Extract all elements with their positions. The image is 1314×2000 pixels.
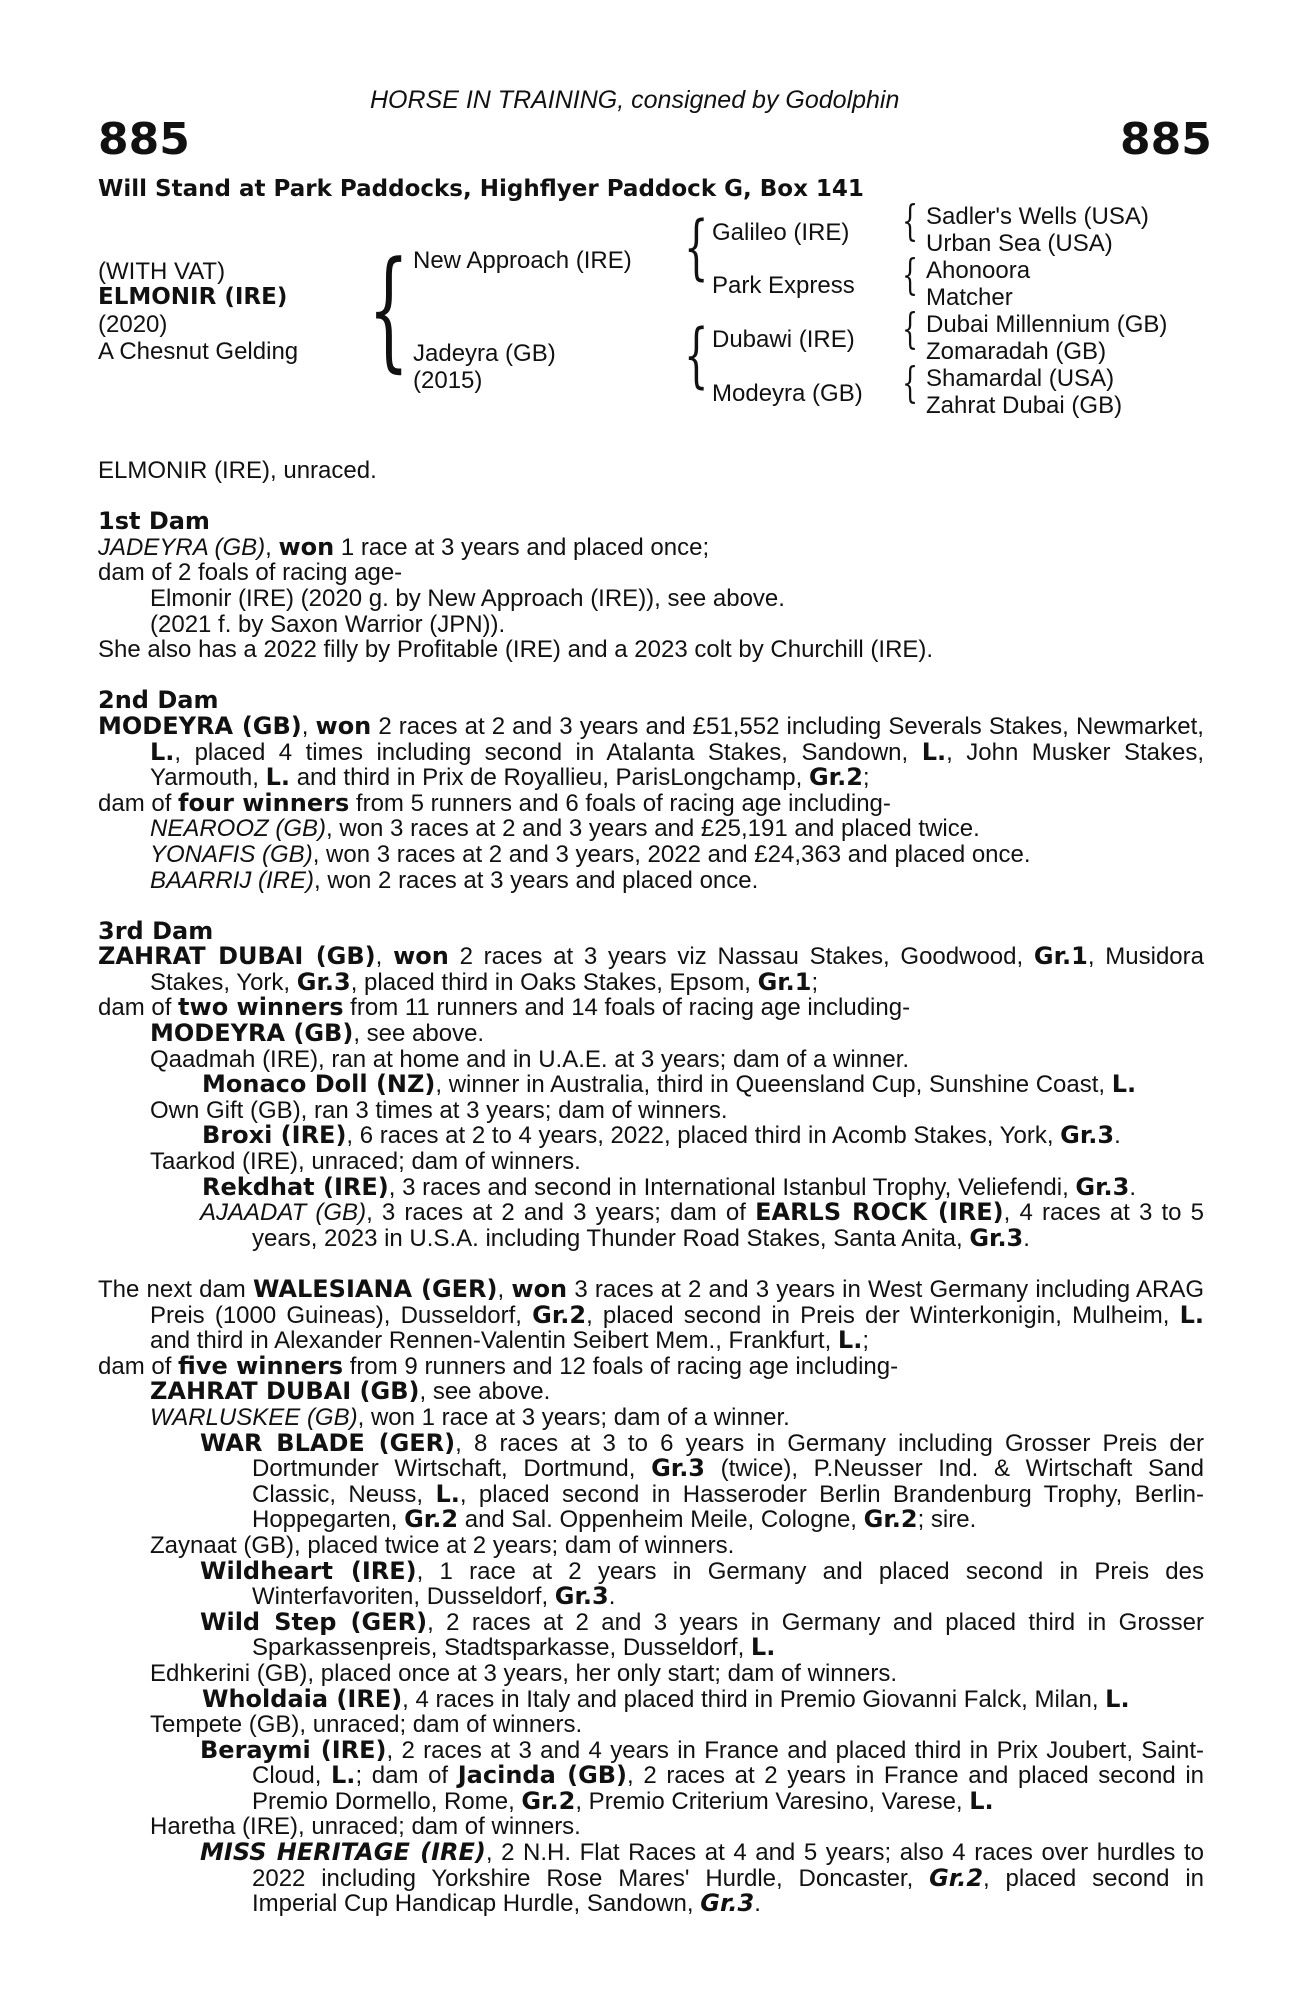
text-run: dam of 2 foals of racing age- (98, 559, 403, 587)
text-run: Own Gift (GB), ran 3 times at 3 years; dam of winners. (150, 1096, 728, 1124)
italic-text: JADEYRA (GB) (98, 533, 266, 561)
text-run: , (497, 1276, 512, 1303)
pedigree-brace-gen3-2: { (902, 250, 919, 299)
text-run: , Musidora Stakes, York, (150, 943, 1204, 996)
catalogue-paragraph (98, 1047, 1204, 1073)
bold-text: Gr.1 (1033, 942, 1088, 971)
pedigree-dam-sire: Dubawi (IRE) (712, 326, 855, 353)
text-run: , 3 races at 2 and 3 years; dam of (366, 1199, 756, 1227)
horse-year: (2020) (98, 311, 168, 338)
catalogue-paragraph (98, 1428, 1205, 1534)
pedigree-gen3-4: Matcher (926, 284, 1013, 311)
text-run: . (1129, 1173, 1137, 1201)
pedigree-gen3-8: Zahrat Dubai (GB) (926, 392, 1123, 419)
pedigree-gen3-3: Ahonoora (926, 257, 1031, 284)
bold-text: ZAHRAT DUBAI (GB) (150, 1377, 420, 1406)
bold-text: won (511, 1275, 568, 1303)
text-run: She also has a 2022 filly by Profitable (IRE) and a 2023 colt by Churchill (IRE). (98, 636, 934, 664)
pedigree-sire-dam: Park Express (712, 272, 855, 299)
text-run: and third in Prix de Royallieu, ParisLongchamp, (290, 764, 809, 792)
pedigree-sire-sire: Galileo (IRE) (712, 219, 850, 246)
text-run: , see above. (419, 1378, 551, 1406)
catalogue-paragraph (98, 1123, 1204, 1149)
bold-text: Gr.3 (969, 1223, 1024, 1252)
bold-text: L. (969, 1786, 994, 1815)
catalogue-paragraph (98, 816, 1204, 842)
pedigree-gen3-5: Dubai Millennium (GB) (926, 311, 1168, 338)
text-run: ; (862, 1327, 870, 1355)
bold-text: two winners (178, 993, 344, 1022)
text-run: , see above. (353, 1020, 485, 1048)
pedigree-dam-dam: Modeyra (GB) (712, 380, 863, 407)
bold-text: L. (1111, 1070, 1137, 1099)
bold-text: Gr.2 (532, 1300, 587, 1329)
text-run: , (375, 943, 394, 971)
italic-text: WARLUSKEE (GB) (150, 1403, 358, 1431)
bold-text: Gr.3 (1075, 1172, 1130, 1201)
paragraph-spacer (98, 893, 1204, 919)
text-run: , 2 races at 2 years in France and placed second in Premio Dormello, Rome, (252, 1762, 1205, 1815)
text-run: , won 3 races at 2 and 3 years, 2022 and £24,363 and placed once. (312, 840, 1031, 868)
catalogue-paragraph (98, 1172, 1204, 1201)
catalogue-paragraph (98, 842, 1204, 868)
catalogue-paragraph (98, 1712, 1204, 1738)
catalogue-paragraph (98, 612, 1204, 638)
bold-text: won (315, 711, 372, 740)
text-run: Qaadmah (IRE), ran at home and in U.A.E. at 3 years; dam of a winner. (150, 1045, 910, 1073)
bold-text: Gr.2 (521, 1786, 576, 1815)
text-run: , 1 race at 2 years in Germany and placed second in Preis des Winterfavoriten, Dusseldorf, (252, 1557, 1204, 1611)
text-run: 2nd Dam (98, 686, 219, 715)
pedigree-gen3-6: Zomaradah (GB) (926, 338, 1107, 365)
catalogue-paragraph (98, 1351, 1204, 1380)
bold-text: Gr.2 (808, 763, 863, 792)
catalogue-paragraph (98, 458, 1204, 484)
catalogue-paragraph (98, 1072, 1204, 1098)
bold-italic-text: Gr.2 (929, 1863, 984, 1892)
bold-italic-text: Gr.3 (700, 1889, 755, 1918)
bold-text: Jacinda (GB) (457, 1761, 628, 1790)
pedigree-brace-main: { (368, 233, 410, 385)
text-run: , placed second in Preis der Winterkonigin, Mulheim, (586, 1301, 1180, 1329)
text-run: 2 races at 2 and 3 years and £51,552 including Severals Stakes, Newmarket, (371, 712, 1204, 740)
bold-text: L. (265, 763, 291, 792)
text-run: and third in Alexander Rennen-Valentin Seibert Mem., Frankfurt, (150, 1327, 838, 1355)
bold-text: L. (1179, 1300, 1205, 1329)
text-run: from 9 runners and 12 foals of racing age including- (343, 1352, 899, 1380)
pedigree-brace-gen3-1: { (902, 196, 919, 245)
text-run: ; (811, 968, 819, 996)
text-run: , placed third in Oaks Stakes, Epsom, (350, 968, 758, 996)
bold-italic-text: MISS HERITAGE (IRE) (200, 1838, 486, 1867)
text-run: from 11 runners and 14 foals of racing age including- (343, 994, 911, 1022)
catalogue-paragraph (98, 944, 1204, 995)
bold-text: L. (435, 1479, 460, 1508)
text-run: 3rd Dam (98, 916, 214, 945)
catalogue-paragraph (98, 637, 1204, 663)
text-run: , 4 races in Italy and placed third in Premio Giovanni Falck, Milan, (402, 1685, 1106, 1713)
pedigree-gen3-2: Urban Sea (USA) (926, 230, 1113, 257)
bold-text: Gr.3 (554, 1582, 609, 1611)
text-run: , won 1 race at 3 years; dam of a winner. (357, 1403, 790, 1431)
pedigree-brace-gen3-3: { (902, 304, 919, 353)
text-run: ; (862, 764, 870, 792)
pedigree-brace-dam: { (684, 314, 709, 396)
paragraph-spacer (98, 1251, 1204, 1277)
bold-text: four winners (178, 788, 350, 817)
bold-text: Rekdhat (IRE) (202, 1172, 389, 1201)
text-run: dam of (98, 1352, 179, 1380)
text-run: . (1114, 1122, 1121, 1150)
bold-text: Gr.3 (1060, 1121, 1115, 1150)
bold-text: L. (1105, 1684, 1130, 1713)
text-run: ELMONIR (IRE), unraced. (98, 457, 377, 484)
text-run: 2 races at 3 years viz Nassau Stakes, Goodwood, (448, 943, 1034, 971)
bold-text: won (393, 942, 449, 971)
text-run: The next dam (98, 1276, 253, 1303)
bold-text: ZAHRAT DUBAI (GB) (98, 942, 376, 971)
text-run: Tempete (GB), unraced; dam of winners. (150, 1711, 583, 1739)
text-run: , 2 races at 3 and 4 years in France and placed third in Prix Joubert, Saint-Cloud, (252, 1736, 1204, 1790)
text-run: , 8 races at 3 to 6 years in Germany including Grosser Preis der Dortmunder Wirtschaft, Dortmund, (252, 1429, 1205, 1483)
bold-text: Gr.2 (863, 1505, 918, 1534)
catalogue-paragraph (98, 1814, 1204, 1840)
text-run: 3 races at 2 and 3 years in West Germany including ARAG Preis (1000 Guineas), Dusseldorf, (150, 1276, 1204, 1329)
italic-text: AJAADAT (GB) (200, 1199, 367, 1227)
text-run: Taarkod (IRE), unraced; dam of winners. (150, 1148, 581, 1176)
consignment-line: HORSE IN TRAINING, consigned by Godolphin (370, 86, 900, 114)
text-run: ; sire. (917, 1506, 977, 1534)
catalogue-paragraph (98, 711, 1204, 792)
catalogue-paragraph (98, 1533, 1204, 1559)
text-run: , won 2 races at 3 years and placed once. (314, 866, 759, 894)
bold-text: won (278, 532, 335, 561)
text-run: and Sal. Oppenheim Meile, Cologne, (458, 1506, 864, 1534)
bold-text: Gr.3 (651, 1454, 706, 1483)
horse-description: A Chesnut Gelding (98, 338, 299, 365)
text-run: , 6 races at 2 to 4 years, 2022, placed third in Acomb Stakes, York, (346, 1122, 1061, 1150)
text-run: from 5 runners and 6 foals of racing age including- (349, 789, 891, 817)
vat-note: (WITH VAT) (98, 258, 226, 285)
bold-text: EARLS ROCK (IRE) (755, 1198, 1004, 1227)
catalogue-paragraph (98, 1200, 1204, 1251)
bold-text: L. (837, 1326, 863, 1355)
section-heading (98, 688, 1204, 714)
bold-text: L. (150, 737, 175, 766)
italic-text: BAARRIJ (IRE) (150, 866, 315, 894)
text-run: Elmonir (IRE) (2020 g. by New Approach (IRE)), see above. (150, 584, 785, 612)
lot-number-left: 885 (98, 114, 190, 165)
section-heading (98, 916, 1204, 945)
catalogue-paragraph (98, 560, 1204, 586)
bold-text: Gr.3 (296, 967, 351, 996)
text-run: , (265, 533, 279, 561)
text-run: dam of (98, 994, 179, 1022)
text-run: ; dam of (355, 1762, 458, 1790)
bold-text: MODEYRA (GB) (150, 1019, 354, 1048)
catalogue-paragraph (98, 1661, 1204, 1687)
catalogue-paragraph (98, 1405, 1204, 1431)
italic-text: NEAROOZ (GB) (150, 815, 327, 843)
text-run: , 3 races and second in International Istanbul Trophy, Veliefendi, (388, 1173, 1076, 1201)
catalogue-paragraph (98, 1556, 1204, 1611)
catalogue-paragraph (98, 586, 1204, 612)
text-run: , John Musker Stakes, Yarmouth, (150, 738, 1204, 792)
bold-text: L. (750, 1633, 776, 1662)
bold-text: Broxi (IRE) (202, 1121, 347, 1150)
bold-text: Gr.2 (404, 1505, 459, 1534)
text-run: dam of (98, 789, 179, 817)
text-run: Haretha (IRE), unraced; dam of winners. (150, 1813, 581, 1841)
text-run: 1 race at 3 years and placed once; (334, 533, 710, 561)
bold-text: Gr.1 (757, 967, 812, 996)
pedigree-dam-year: (2015) (413, 367, 483, 394)
catalogue-paragraph (98, 868, 1204, 894)
catalogue-body (98, 458, 1204, 1917)
pedigree-sire: New Approach (IRE) (413, 247, 632, 274)
bold-text: Monaco Doll (NZ) (202, 1070, 436, 1099)
bold-text: L. (921, 737, 947, 766)
text-run: , (301, 712, 316, 740)
bold-text: WAR BLADE (GER) (200, 1428, 456, 1457)
bold-text: Wild Step (GER) (200, 1607, 428, 1636)
pedigree-gen3-1: Sadler's Wells (USA) (926, 203, 1149, 230)
catalogue-paragraph (98, 1149, 1204, 1175)
catalogue-paragraph (98, 1735, 1205, 1815)
text-run: . (608, 1583, 616, 1611)
text-run: (twice), P.Neusser Ind. & Wirtschaft Sand Classic, Neuss, (252, 1455, 1204, 1508)
bold-text: Wildheart (IRE) (200, 1556, 417, 1585)
catalogue-paragraph (98, 1098, 1204, 1124)
text-run: , 2 races at 2 and 3 years in Germany and placed third in Grosser Sparkassenpreis, Stadtsparkasse, Dusseldorf, (252, 1608, 1204, 1662)
italic-text: YONAFIS (GB) (150, 840, 313, 868)
horse-name: ELMONIR (IRE) (98, 284, 288, 310)
bold-text: WALESIANA (GER) (253, 1275, 498, 1303)
text-run: Edhkerini (GB), placed once at 3 years, her only start; dam of winners. (150, 1659, 898, 1687)
text-run: . (754, 1890, 761, 1918)
text-run: , placed second in Imperial Cup Handicap Hurdle, Sandown, (252, 1864, 1204, 1918)
catalogue-paragraph (98, 1684, 1204, 1713)
text-run: , placed 4 times including second in Atalanta Stakes, Sandown, (174, 738, 922, 766)
text-run: (2021 f. by Saxon Warrior (JPN)). (150, 610, 506, 638)
bold-text: L. (331, 1761, 356, 1790)
catalogue-paragraph (98, 532, 1204, 561)
pedigree-gen3-7: Shamardal (USA) (926, 365, 1115, 392)
catalogue-paragraph (98, 1607, 1204, 1662)
section-heading (98, 509, 1204, 535)
text-run: , 4 races at 3 to 5 years, 2023 in U.S.A. including Thunder Road Stakes, Santa Anita, (252, 1199, 1204, 1252)
text-run: , Premio Criterium Varesino, Varese, (575, 1787, 970, 1815)
catalogue-paragraph (98, 1379, 1204, 1405)
paragraph-spacer (98, 484, 1204, 510)
text-run: , won 3 races at 2 and 3 years and £25,191 and placed twice. (326, 815, 980, 843)
catalogue-paragraph (98, 995, 1204, 1021)
text-run: Zaynaat (GB), placed twice at 2 years; dam of winners. (150, 1531, 735, 1559)
text-run: . (1023, 1224, 1030, 1252)
text-run: 1st Dam (98, 507, 210, 536)
text-run: , winner in Australia, third in Queensland Cup, Sunshine Coast, (435, 1071, 1112, 1099)
bold-text: Beraymi (IRE) (200, 1735, 387, 1764)
text-run: , placed second in Hasseroder Berlin Brandenburg Trophy, Berlin-Hoppegarten, (252, 1480, 1204, 1534)
bold-text: MODEYRA (GB) (98, 711, 302, 740)
stabling-location: Will Stand at Park Paddocks, Highflyer Paddock G, Box 141 (98, 176, 864, 202)
bold-text: Wholdaia (IRE) (202, 1684, 403, 1713)
catalogue-paragraph (98, 1277, 1204, 1354)
catalogue-paragraph (98, 788, 1204, 817)
catalogue-paragraph (98, 1840, 1204, 1917)
pedigree-brace-gen3-4: { (902, 358, 919, 407)
bold-text: five winners (178, 1351, 344, 1380)
text-run: , 2 N.H. Flat Races at 4 and 5 years; also 4 races over hurdles to 2022 including Yorkshire Rose Mares' Hurdle, Doncaster, (252, 1839, 1205, 1892)
pedigree-dam: Jadeyra (GB) (413, 340, 556, 367)
pedigree-brace-sire: { (684, 206, 709, 288)
catalogue-paragraph (98, 1021, 1204, 1047)
lot-number-right: 885 (1120, 114, 1212, 165)
paragraph-spacer (98, 663, 1204, 689)
